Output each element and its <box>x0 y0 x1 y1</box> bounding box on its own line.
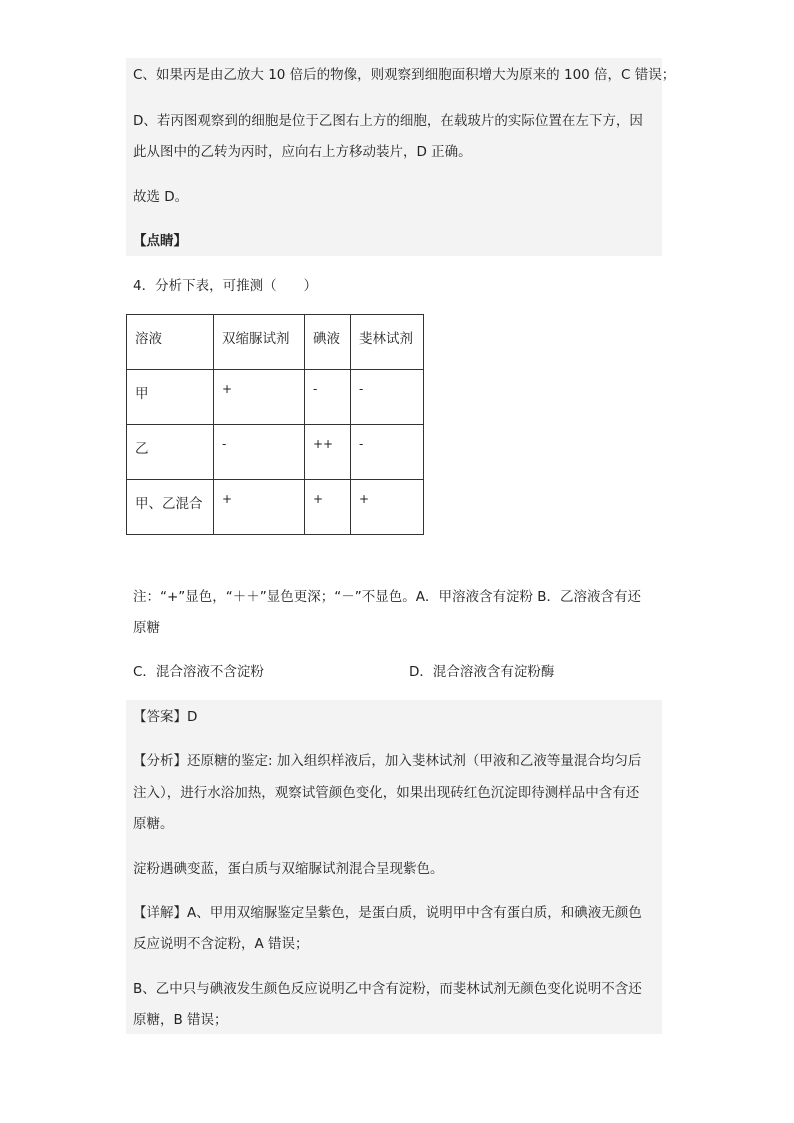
table-cell: + <box>305 480 351 535</box>
table-cell: - <box>214 425 305 480</box>
option-c: C．混合溶液不含淀粉 <box>133 664 264 680</box>
analysis-line3: 原糖。 <box>133 816 174 832</box>
note-and-options-line2: 原糖 <box>133 620 160 636</box>
table-header-cell: 溶液 <box>127 315 214 370</box>
starch-iodine-line: 淀粉遇碘变蓝，蛋白质与双缩脲试剂混合呈现紫色。 <box>133 861 444 877</box>
table-header-cell: 碘液 <box>305 315 351 370</box>
detail-line1: 【详解】A、甲用双缩脲鉴定呈紫色，是蛋白质，说明甲中含有蛋白质，和碘液无颜色 <box>133 905 642 921</box>
table-cell: - <box>351 425 424 480</box>
table-header-cell: 斐林试剂 <box>351 315 424 370</box>
table-cell: 甲、乙混合 <box>127 480 214 535</box>
table-header-row <box>127 315 424 370</box>
table-cell: - <box>305 370 351 425</box>
table-row <box>127 425 424 480</box>
table-cell: + <box>351 480 424 535</box>
table-cell: - <box>351 370 424 425</box>
analysis-line1: 【分析】还原糖的鉴定: 加入组织样液后，加入斐林试剂（甲液和乙液等量混合均匀后 <box>133 753 642 769</box>
detail-line3: B、乙中只与碘液发生颜色反应说明乙中含有淀粉，而斐林试剂无颜色变化说明不含还 <box>133 981 642 997</box>
analysis-line2: 注入），进行水浴加热，观察试管颜色变化，如果出现砖红色沉淀即待测样品中含有还 <box>133 785 640 801</box>
note-and-options-line1: 注：“+”显色，“＋＋”显色更深；“－”不显色。A．甲溶液含有淀粉 B．乙溶液含有还 <box>133 589 642 605</box>
option-d-explanation-line2: 此从图中的乙转为丙时，应向右上方移动装片，D 正确。 <box>133 144 472 160</box>
table-cell: + <box>214 480 305 535</box>
detail-line2: 反应说明不含淀粉，A 错误； <box>133 936 309 952</box>
table-cell: ++ <box>305 425 351 480</box>
question-4-stem: 4．分析下表，可推测（ ） <box>133 278 318 294</box>
option-c-explanation: C、如果丙是由乙放大 10 倍后的物像，则观察到细胞面积增大为原来的 100 倍，C 错误； <box>133 67 676 83</box>
detail-line4: 原糖，B 错误； <box>133 1012 228 1028</box>
table-row <box>127 370 424 425</box>
reagent-table <box>126 314 424 535</box>
option-d: D．混合溶液含有淀粉酶 <box>409 664 555 680</box>
answer-line: 【答案】D <box>133 709 198 725</box>
dianjing-heading: 【点睛】 <box>133 233 187 249</box>
table-cell: + <box>214 370 305 425</box>
choose-answer: 故选 D。 <box>133 189 189 205</box>
table-header-cell: 双缩脲试剂 <box>214 315 305 370</box>
table-cell: 甲 <box>127 370 214 425</box>
option-d-explanation-line1: D、若丙图观察到的细胞是位于乙图右上方的细胞，在载玻片的实际位置在左下方，因 <box>133 113 643 129</box>
table-cell: 乙 <box>127 425 214 480</box>
table-row <box>127 480 424 535</box>
